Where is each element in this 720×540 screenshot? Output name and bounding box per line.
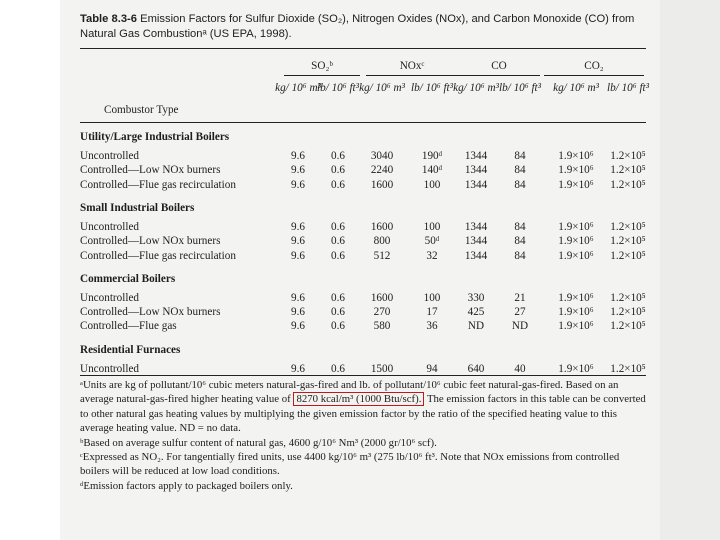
table-cell: 1.2×10⁵ xyxy=(610,164,646,177)
row-label: Controlled—Flue gas xyxy=(80,320,177,333)
group-rule-co2 xyxy=(544,75,644,76)
table-cell: 9.6 xyxy=(291,291,305,304)
table-cell: 0.6 xyxy=(331,249,345,262)
table-cell: 1.2×10⁵ xyxy=(610,235,646,248)
table-caption: Emission Factors for Sulfur Dioxide (SO₂), Nitrogen Oxides (NOx), and Carbon Monoxide (CO) from Natural Gas Combustionᵃ (US EPA, 1998). xyxy=(80,13,635,40)
table-cell: 140ᵈ xyxy=(421,164,443,177)
table-cell: 1.9×10⁶ xyxy=(558,249,594,262)
footnote-a-text-1: ᵃUnits are kg of pollutant/10⁶ cubic meters natural-gas-fired and lb. of pollutant/10⁶ cubic feet natural-gas-fired. Based on an average natural-gas-fired higher heating value of xyxy=(80,379,619,406)
section-heading: Residential Furnaces xyxy=(80,343,181,356)
top-rule xyxy=(80,48,646,49)
table-cell: 94 xyxy=(426,362,438,375)
table-cell: 1.9×10⁶ xyxy=(558,150,594,162)
unit-label: lb/ 10⁶ ft³ xyxy=(316,82,360,94)
unit-label: lb/ 10⁶ ft³ xyxy=(498,82,542,94)
col-group-so2: SO₂ᵇ xyxy=(311,60,333,72)
table-cell: 1.9×10⁶ xyxy=(558,291,594,304)
table-cell: 1600 xyxy=(370,220,394,233)
table-cell: 580 xyxy=(373,320,391,333)
unit-label: lb/ 10⁶ ft³ xyxy=(410,82,454,94)
table-cell: ND xyxy=(511,320,529,333)
row-label: Uncontrolled xyxy=(80,291,140,304)
header-rule xyxy=(80,122,646,123)
table-cell: 9.6 xyxy=(291,320,305,333)
table-cell: 21 xyxy=(514,291,526,304)
table-cell: 1.2×10⁵ xyxy=(610,178,646,191)
table-cell: 1.2×10⁵ xyxy=(610,150,646,162)
row-label: Uncontrolled xyxy=(80,220,140,233)
table-cell: 1.2×10⁵ xyxy=(610,291,646,304)
table-cell: 9.6 xyxy=(291,164,305,177)
adjacent-page-edge xyxy=(660,0,720,540)
table-cell: 32 xyxy=(426,249,438,262)
table-cell: 84 xyxy=(514,164,526,177)
row-label: Uncontrolled xyxy=(80,150,140,162)
group-rule-so2 xyxy=(284,75,360,76)
unit-label: kg/ 10⁶ m³ xyxy=(453,82,499,94)
table-cell: 100 xyxy=(423,220,441,233)
group-rule-co xyxy=(458,75,540,76)
table-cell: 9.6 xyxy=(291,150,305,162)
table-cell: 1344 xyxy=(464,220,488,233)
table-cell: 9.6 xyxy=(291,249,305,262)
table-cell: 1344 xyxy=(464,164,488,177)
table-cell: 0.6 xyxy=(331,320,345,333)
table-cell: 1.2×10⁵ xyxy=(610,362,646,375)
footnote-a xyxy=(80,378,646,436)
table-cell: 9.6 xyxy=(291,306,305,319)
unit-label: lb/ 10⁶ ft³ xyxy=(606,82,650,94)
table-cell: 50ᵈ xyxy=(424,235,440,248)
table-cell: 1.9×10⁶ xyxy=(558,178,594,191)
table-cell: 0.6 xyxy=(331,306,345,319)
table-cell: ND xyxy=(467,320,485,333)
group-rule-nox xyxy=(366,75,458,76)
table-cell: 1344 xyxy=(464,178,488,191)
table-cell: 270 xyxy=(373,306,391,319)
table-cell: 84 xyxy=(514,178,526,191)
table-cell: 1344 xyxy=(464,150,488,162)
table-cell: 9.6 xyxy=(291,178,305,191)
table-cell: 0.6 xyxy=(331,178,345,191)
table-cell: 0.6 xyxy=(331,362,345,375)
table-cell: 0.6 xyxy=(331,150,345,162)
unit-label: kg/ 10⁶ m³ xyxy=(275,82,321,94)
row-label: Controlled—Low NOx burners xyxy=(80,306,221,319)
unit-label: kg/ 10⁶ m³ xyxy=(359,82,405,94)
table-cell: 1600 xyxy=(370,291,394,304)
section-heading: Commercial Boilers xyxy=(80,272,176,285)
col-group-co2: CO₂ xyxy=(584,60,604,72)
table-cell: 1500 xyxy=(370,362,394,375)
table-cell: 1.2×10⁵ xyxy=(610,320,646,333)
table-cell: 9.6 xyxy=(291,362,305,375)
bottom-rule xyxy=(80,375,646,376)
table-number: Table 8.3-6 xyxy=(80,13,137,25)
row-label: Uncontrolled xyxy=(80,362,140,375)
unit-label: kg/ 10⁶ m³ xyxy=(553,82,599,94)
footnote-b: ᵇBased on average sulfur content of natural gas, 4600 g/10⁶ Nm³ (2000 gr/10⁶ scf). xyxy=(80,436,437,449)
table-cell: 1.9×10⁶ xyxy=(558,164,594,177)
col-group-co: CO xyxy=(491,60,507,72)
table-cell: 1.9×10⁶ xyxy=(558,235,594,248)
table-cell: 0.6 xyxy=(331,235,345,248)
table-cell: 1.9×10⁶ xyxy=(558,306,594,319)
table-cell: 640 xyxy=(467,362,485,375)
table-cell: 0.6 xyxy=(331,291,345,304)
table-cell: 36 xyxy=(426,320,438,333)
footnote-d: ᵈEmission factors apply to packaged boilers only. xyxy=(80,479,293,492)
table-cell: 84 xyxy=(514,220,526,233)
table-cell: 17 xyxy=(426,306,438,319)
col-group-nox: NOxᶜ xyxy=(399,60,425,72)
table-cell: 40 xyxy=(514,362,526,375)
table-cell: 100 xyxy=(423,178,441,191)
table-cell: 27 xyxy=(514,306,526,319)
row-label: Controlled—Flue gas recirculation xyxy=(80,249,236,262)
table-cell: 1.2×10⁵ xyxy=(610,220,646,233)
table-cell: 330 xyxy=(467,291,485,304)
table-cell: 2240 xyxy=(370,164,394,177)
table-cell: 9.6 xyxy=(291,235,305,248)
footnotes xyxy=(80,378,646,493)
table-cell: 84 xyxy=(514,235,526,248)
table-cell: 1600 xyxy=(370,178,394,191)
table-cell: 1.2×10⁵ xyxy=(610,306,646,319)
table-cell: 1344 xyxy=(464,235,488,248)
footnote-c: ᶜExpressed as NO₂. For tangentially fired units, use 4400 kg/10⁶ m³ (275 lb/10⁶ ft³. Note that NOx emissions from controlled boilers will be reduced at low load conditions. xyxy=(80,451,620,478)
table-cell: 800 xyxy=(373,235,391,248)
table-cell: 0.6 xyxy=(331,220,345,233)
table-cell: 1.9×10⁶ xyxy=(558,362,594,375)
table-cell: 1344 xyxy=(464,249,488,262)
table-cell: 190ᵈ xyxy=(421,150,443,162)
table-cell: 1.2×10⁵ xyxy=(610,249,646,262)
table-cell: 100 xyxy=(423,291,441,304)
section-heading: Small Industrial Boilers xyxy=(80,201,195,214)
table-title xyxy=(80,12,640,42)
row-header-combustor-type: Combustor Type xyxy=(104,104,179,116)
row-label: Controlled—Low NOx burners xyxy=(80,164,221,177)
table-cell: 425 xyxy=(467,306,485,319)
heating-value-highlight: 8270 kcal/m³ (1000 Btu/scf). xyxy=(293,392,424,406)
table-cell: 0.6 xyxy=(331,164,345,177)
footnote-a-text-2: The emission factors in this table can be converted to other natural gas heating values by multiplying the given emission factor by the ratio of the specified heating value to this average heating value. ND = no data. xyxy=(80,393,646,435)
table-cell: 3040 xyxy=(370,150,394,162)
table-cell: 84 xyxy=(514,150,526,162)
row-label: Controlled—Low NOx burners xyxy=(80,235,221,248)
table-cell: 9.6 xyxy=(291,220,305,233)
table-cell: 84 xyxy=(514,249,526,262)
table-cell: 512 xyxy=(373,249,391,262)
table-cell: 1.9×10⁶ xyxy=(558,220,594,233)
section-heading: Utility/Large Industrial Boilers xyxy=(80,131,230,143)
row-label: Controlled—Flue gas recirculation xyxy=(80,178,236,191)
table-cell: 1.9×10⁶ xyxy=(558,320,594,333)
